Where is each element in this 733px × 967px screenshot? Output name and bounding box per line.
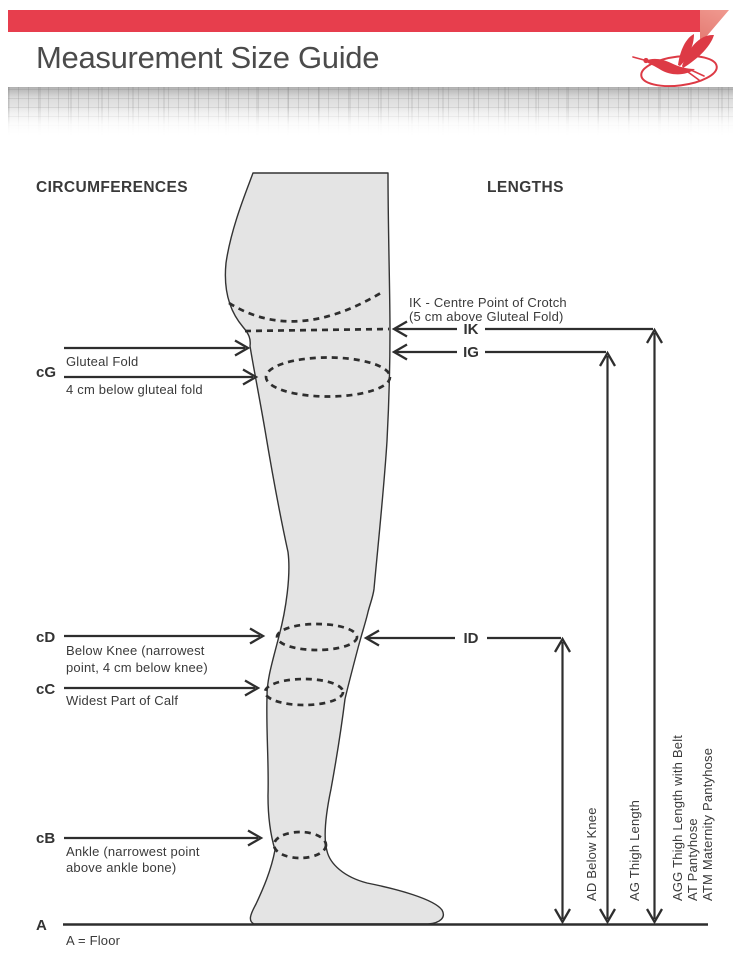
ik-code: IK	[463, 321, 479, 338]
cg-label-line2: 4 cm below gluteal fold	[66, 382, 203, 397]
cb-ankle-measure	[36, 830, 261, 875]
cc-label: Widest Part of Calf	[66, 693, 179, 708]
cb-label-line2: above ankle bone)	[66, 860, 177, 875]
id-length-measure	[366, 630, 570, 922]
cd-label-line1: Below Knee (narrowest	[66, 643, 205, 658]
cc-calf-measure	[36, 681, 258, 709]
floor-code: A	[36, 917, 47, 934]
id-code: ID	[463, 630, 479, 647]
ig-length-measure	[394, 344, 615, 922]
ig-code: IG	[463, 344, 479, 361]
ag-thigh-length-label: AG Thigh Length	[627, 799, 642, 901]
cd-code: cD	[36, 629, 56, 646]
lengths-heading: LENGTHS	[487, 179, 564, 196]
cc-code: cC	[36, 681, 56, 698]
circumferences-heading: CIRCUMFERENCES	[36, 179, 188, 196]
page-title: Measurement Size Guide	[36, 40, 380, 75]
leg-silhouette	[225, 173, 443, 924]
agg-thigh-length-with-belt-label: AGG Thigh Length with Belt	[670, 734, 685, 901]
ad-below-knee-label: AD Below Knee	[584, 807, 599, 901]
cd-below-knee-measure	[36, 629, 263, 676]
at-pantyhose-label: AT Pantyhose	[685, 818, 700, 901]
cb-code: cB	[36, 830, 56, 847]
cg-gluteal-fold-measure	[36, 341, 256, 398]
atm-maternity-pantyhose-label: ATM Maternity Pantyhose	[700, 747, 715, 901]
cd-label-line2: point, 4 cm below knee)	[66, 660, 208, 675]
cg-label-line1: Gluteal Fold	[66, 354, 139, 369]
floor-label: A = Floor	[66, 933, 121, 948]
ik-length-measure	[394, 321, 662, 922]
cb-label-line1: Ankle (narrowest point	[66, 844, 200, 859]
crotch-note-line1: IK - Centre Point of Crotch	[409, 295, 567, 310]
cg-code: cG	[36, 364, 57, 381]
crotch-note-line2: (5 cm above Gluteal Fold)	[409, 309, 564, 324]
